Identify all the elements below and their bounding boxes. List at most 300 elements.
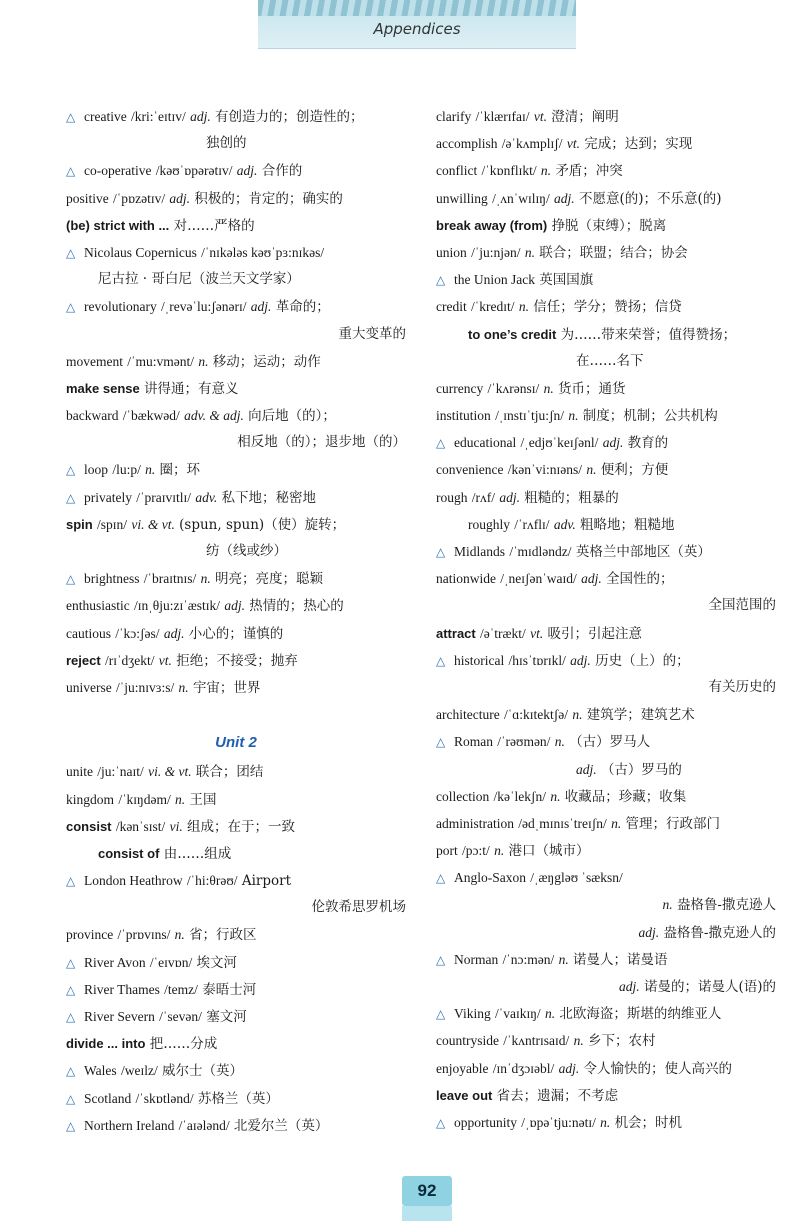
definition: 全国范围的: [708, 597, 776, 614]
headword: rough: [436, 489, 468, 505]
vocab-entry: [436, 647, 776, 674]
definition: 吸引；引起注意: [547, 625, 643, 642]
headword: River Avon: [84, 954, 146, 970]
definition: 纺（线或纱）: [206, 543, 287, 559]
definition: 塞文河: [206, 1009, 247, 1025]
part-of-speech: n.: [554, 734, 565, 750]
phonetic: /rɪˈdʒekt/: [105, 652, 155, 668]
triangle-icon: △: [66, 1118, 76, 1133]
vocab-entry: [66, 674, 406, 701]
definition: 讲得通；有意义: [144, 380, 239, 397]
triangle-icon: △: [66, 955, 76, 970]
definition: 便利；方便: [600, 462, 669, 479]
phonetic: /ˈkɪŋdəm/: [118, 791, 171, 807]
definition: 对……严格的: [173, 217, 255, 234]
phonetic: /ˌneɪʃənˈwaɪd/: [500, 571, 577, 587]
phonetic: /ˈklærɪfaɪ/: [475, 109, 530, 124]
vocab-entry: [436, 293, 776, 320]
vocab-entry: [436, 946, 776, 973]
definition: 明亮；亮度；聪颖: [215, 571, 324, 588]
vocab-entry: [436, 1082, 776, 1109]
definition: Airport: [241, 873, 291, 890]
vocab-entry: [66, 894, 406, 921]
vocab-entry: [436, 484, 776, 511]
vocab-entry: [436, 674, 776, 701]
vocab-entry: [436, 783, 776, 810]
triangle-icon: △: [436, 273, 446, 288]
part-of-speech: adj.: [576, 761, 597, 777]
headword: attract: [436, 625, 476, 641]
definition: 令人愉快的；使人高兴的: [583, 1060, 732, 1077]
triangle-icon: △: [436, 1007, 446, 1022]
definition: 积极的；肯定的；确实的: [194, 190, 343, 207]
definition: 货币；通货: [557, 380, 626, 397]
definition: 尼古拉 · 哥白尼（波兰天文学家）: [98, 271, 300, 288]
headword: divide ... into: [66, 1036, 146, 1052]
definition: 有关历史的: [708, 678, 776, 695]
phonetic: /kəˈlekʃn/: [493, 788, 547, 804]
headword: make sense: [66, 380, 140, 396]
headword: convenience: [436, 462, 504, 478]
vocab-entry: [436, 239, 776, 266]
definition: 为……带来荣誉；值得赞扬；: [560, 326, 737, 343]
page-number-decoration: [402, 1206, 452, 1221]
vocab-entry: [66, 786, 406, 813]
part-of-speech: n.: [145, 462, 156, 478]
phonetic: /ˈkredɪt/: [471, 299, 515, 315]
vocab-entry: [436, 538, 776, 565]
definition: 在……名下: [576, 352, 644, 369]
headword: roughly: [468, 516, 510, 532]
definition: 拒绝；不接受；抛弃: [176, 652, 298, 669]
triangle-icon: △: [436, 653, 446, 668]
vocab-entry: [66, 1085, 406, 1112]
triangle-icon: △: [66, 164, 76, 179]
headword: architecture: [436, 707, 500, 723]
vocab-entry: [66, 1030, 406, 1057]
vocab-entry: [66, 293, 406, 320]
vocab-entry: [66, 867, 406, 894]
right-column: [436, 103, 776, 1136]
headword: educational: [454, 435, 517, 451]
headword: loop: [84, 462, 109, 478]
headword: administration: [436, 815, 514, 831]
vocab-entry: [66, 620, 406, 647]
phonetic: /ˈsevən/: [159, 1009, 202, 1024]
triangle-icon: △: [66, 572, 76, 587]
page-header: [258, 0, 576, 49]
part-of-speech: vt.: [530, 625, 544, 641]
phonetic: /ˈju:nɪvɜ:s/: [116, 679, 175, 695]
part-of-speech: n.: [198, 353, 209, 369]
headword: River Severn: [84, 1009, 155, 1024]
part-of-speech: adj.: [558, 1060, 580, 1076]
triangle-icon: △: [66, 1010, 76, 1024]
vocab-entry: [436, 919, 776, 946]
vocab-entry: [66, 949, 406, 976]
definition: 省去；遗漏；不考虑: [496, 1087, 619, 1104]
part-of-speech: n.: [573, 1033, 584, 1049]
unit-heading: Unit 2: [215, 734, 257, 752]
part-of-speech: adj.: [190, 109, 211, 124]
part-of-speech: adj.: [224, 598, 245, 614]
part-of-speech: adj.: [499, 489, 520, 505]
part-of-speech: n.: [572, 707, 583, 723]
vocab-entry: [66, 321, 406, 348]
vocab-entry: [66, 456, 406, 483]
headword: Norman: [454, 951, 499, 967]
headword: currency: [436, 380, 484, 396]
part-of-speech: n.: [494, 843, 505, 859]
phonetic: /ˌæŋgləʊ ˈsæksn/: [530, 870, 623, 886]
definition: 管理；行政部门: [625, 815, 720, 832]
phonetic: /ˈmu:vmənt/: [127, 353, 195, 369]
vocab-entry: [436, 1055, 776, 1082]
vocab-entry: [436, 592, 776, 619]
section-gap: [66, 701, 406, 728]
triangle-icon: △: [436, 436, 446, 451]
vocab-entry: [436, 1027, 776, 1054]
headword: enthusiastic: [66, 598, 130, 614]
phonetic: /ˌʌnˈwɪlɪŋ/: [492, 190, 550, 206]
triangle-icon: △: [66, 982, 76, 997]
headword: privately: [84, 489, 132, 505]
vocab-entry: [66, 647, 406, 674]
vocab-entry: [66, 375, 406, 402]
definition: 把……分成: [149, 1036, 218, 1053]
part-of-speech: adj.: [619, 979, 640, 994]
headword: movement: [66, 353, 123, 369]
vocab-list-right: [436, 103, 776, 1136]
definition: 信任；学分；赞扬；信贷: [533, 299, 682, 316]
headword: conflict: [436, 163, 478, 179]
phonetic: /pɔ:t/: [462, 843, 490, 859]
definition: （古）罗马人: [569, 734, 651, 751]
phonetic: /ɪnˌθju:zɪˈæstɪk/: [134, 598, 221, 614]
definition: 省；行政区: [189, 927, 257, 944]
part-of-speech: n.: [178, 679, 189, 695]
vocab-entry: [436, 212, 776, 239]
headword: spin: [66, 516, 93, 532]
triangle-icon: △: [66, 110, 76, 124]
headword: opportunity: [454, 1114, 517, 1130]
headword: enjoyable: [436, 1060, 489, 1076]
triangle-icon: △: [436, 1115, 446, 1130]
part-of-speech: n.: [200, 571, 211, 587]
phonetic: /ˈbraɪtnɪs/: [143, 571, 197, 587]
headword: to one’s credit: [468, 326, 557, 342]
definition: 小心的；谨慎的: [188, 625, 284, 642]
vocab-entry: [436, 891, 776, 918]
definition: 伦敦希思罗机场: [311, 899, 406, 916]
vocab-entry: [66, 592, 406, 619]
triangle-icon: △: [66, 874, 76, 889]
definition: 组成；在于；一致: [187, 818, 296, 835]
part-of-speech: adj.: [554, 190, 575, 206]
definition: 建筑学；建筑艺术: [586, 707, 695, 724]
phonetic: /ˈju:njən/: [471, 244, 521, 260]
vocab-entry: [66, 402, 406, 429]
phonetic: /ˈnɪkələs kəʊˈpɜ:nɪkəs/: [201, 244, 325, 260]
phonetic: /ˈbækwəd/: [122, 408, 180, 424]
headword: Roman: [454, 734, 493, 750]
vocab-entry: [436, 565, 776, 592]
phonetic: /ˈrəʊmən/: [497, 734, 551, 750]
definition: 联合；联盟；结合；协会: [539, 244, 688, 261]
phonetic: /ˈkʌrənsɪ/: [487, 380, 540, 396]
headword: accomplish: [436, 136, 498, 152]
vocab-entry: [436, 185, 776, 212]
phonetic: /lu:p/: [112, 462, 141, 478]
headword: clarify: [436, 109, 472, 124]
part-of-speech: adj.: [163, 625, 185, 641]
headword: unwilling: [436, 190, 488, 206]
vocab-entry: [66, 565, 406, 592]
headword: kingdom: [66, 791, 115, 807]
headword: Viking: [454, 1006, 491, 1022]
headword: universe: [66, 679, 112, 695]
part-of-speech: adj.: [169, 190, 191, 206]
vocab-entry: [436, 348, 776, 375]
part-of-speech: adv. & adj.: [184, 408, 244, 424]
part-of-speech: vi. & vt.: [131, 516, 175, 532]
vocab-entry: [66, 840, 406, 867]
headword: Northern Ireland: [84, 1117, 175, 1133]
phonetic: /ˌedjʊˈkeɪʃənl/: [520, 435, 599, 451]
phonetic: /ˌɪnstɪˈtju:ʃn/: [495, 408, 565, 424]
definition: 全国性的；: [606, 571, 674, 588]
headword: union: [436, 244, 467, 260]
headword: (be) strict with ...: [66, 217, 170, 233]
triangle-icon: △: [436, 545, 446, 559]
part-of-speech: n.: [611, 815, 622, 831]
vocab-entry: [66, 185, 406, 212]
triangle-icon: △: [436, 952, 446, 967]
definition: 埃文河: [196, 954, 238, 971]
definition: 北爱尔兰（英）: [233, 1117, 329, 1134]
phonetic: /ju:ˈnaɪt/: [97, 764, 144, 780]
headword: leave out: [436, 1087, 493, 1103]
part-of-speech: adj.: [602, 435, 624, 451]
part-of-speech: n.: [568, 408, 579, 424]
definition: 教育的: [627, 435, 669, 452]
vocab-entry: [66, 511, 406, 538]
left-column: [66, 103, 406, 1139]
headword: break away (from): [436, 217, 548, 233]
headword: historical: [454, 652, 505, 668]
vocab-entry: [436, 1000, 776, 1027]
vocab-entry: [436, 130, 776, 157]
definition: 联合；团结: [195, 764, 264, 781]
definition: 独创的: [206, 135, 247, 152]
header-decoration: [258, 0, 576, 16]
definition: 粗糙的；粗暴的: [524, 489, 619, 506]
vocab-entry: [436, 402, 776, 429]
part-of-speech: n.: [543, 380, 554, 396]
triangle-icon: △: [66, 245, 76, 260]
definition: 诺曼人；诺曼语: [573, 951, 668, 968]
phonetic: /ˈrʌflɪ/: [514, 516, 550, 532]
headword: Wales: [84, 1063, 117, 1079]
triangle-icon: △: [436, 735, 446, 750]
part-of-speech: n.: [550, 788, 561, 804]
definition: 诺曼的；诺曼人(语)的: [643, 979, 776, 995]
definition: 盎格鲁-撒克逊人: [676, 897, 776, 914]
vocab-entry: [436, 1109, 776, 1136]
vocab-entry: [66, 130, 406, 157]
triangle-icon: △: [66, 1091, 76, 1106]
vocab-entry: [66, 921, 406, 948]
vocab-entry: [66, 239, 406, 266]
phonetic: /ˈprɒvɪns/: [117, 927, 171, 943]
headword: Nicolaus Copernicus: [84, 244, 197, 260]
definition: 不愿意(的)；不乐意(的): [578, 190, 722, 207]
phonetic: /ˈpraɪvɪtlɪ/: [136, 489, 192, 505]
part-of-speech: n.: [174, 927, 185, 943]
part-of-speech: adv.: [553, 516, 576, 532]
headword: nationwide: [436, 571, 496, 587]
definition: 热情的；热心的: [249, 598, 344, 615]
headword: River Thames: [84, 981, 160, 997]
headword: co-operative: [84, 163, 152, 179]
phonetic: /kəʊˈɒpərətɪv/: [155, 163, 233, 179]
phonetic: /ədˌmɪnɪsˈtreɪʃn/: [518, 815, 607, 831]
phonetic: /ˈvaɪkɪŋ/: [495, 1006, 541, 1022]
phonetic: /kri:ˈeɪtɪv/: [131, 109, 186, 124]
part-of-speech: adj.: [250, 299, 272, 315]
part-of-speech: adj.: [638, 924, 660, 940]
phonetic: /ˈkʌntrɪsaɪd/: [503, 1033, 570, 1049]
phonetic: /ˈmɪdləndz/: [509, 544, 572, 559]
part-of-speech: adj.: [570, 652, 591, 668]
headword: revolutionary: [84, 299, 157, 315]
vocab-entry: [66, 1003, 406, 1030]
definition: 移动；运动；动作: [212, 353, 321, 370]
vocab-entry: [436, 620, 776, 647]
headword: positive: [66, 190, 109, 206]
vocab-entry: [436, 756, 776, 783]
headword: institution: [436, 408, 491, 424]
vocab-entry: [436, 266, 776, 293]
vocab-entry: [436, 701, 776, 728]
definition: 苏格兰（英）: [197, 1090, 279, 1107]
phonetic: /rʌf/: [471, 489, 496, 505]
vocab-entry: [436, 375, 776, 402]
headword: Anglo-Saxon: [454, 870, 526, 886]
page-title: Appendices: [373, 20, 461, 38]
phonetic: /spɪn/: [97, 516, 128, 532]
phonetic: /ˈpɒzətɪv/: [113, 190, 166, 206]
vocab-entry: [66, 348, 406, 375]
phonetic: /hɪsˈtɒrɪkl/: [508, 652, 566, 668]
definition: 乡下；农村: [588, 1033, 656, 1050]
phonetic: /ˈkɒnflɪkt/: [481, 163, 537, 179]
phonetic: /weɪlz/: [120, 1063, 158, 1079]
definition: 英国国旗: [539, 272, 594, 289]
triangle-icon: △: [66, 300, 76, 315]
definition: 重大变革的: [338, 325, 406, 342]
vocab-entry: [66, 1057, 406, 1084]
definition: 北欧海盗；斯堪的纳维亚人: [559, 1006, 722, 1023]
definition: 革命的；: [275, 299, 330, 316]
definition: 矛盾；冲突: [555, 163, 623, 180]
vocab-entry: [436, 456, 776, 483]
headword: London Heathrow: [84, 873, 183, 889]
vocab-entry: [436, 837, 776, 864]
vocab-entry: [436, 810, 776, 837]
definition: 圈；环: [159, 462, 201, 479]
definition: 威尔士（英）: [162, 1063, 243, 1080]
phonetic: /ɪnˈdʒɔɪəbl/: [492, 1060, 555, 1076]
definition: 向后地（的）；: [248, 408, 336, 425]
part-of-speech: n.: [518, 299, 529, 315]
vocab-entry: [436, 728, 776, 755]
vocab-entry: [66, 1112, 406, 1139]
phonetic: /kənˈsɪst/: [115, 818, 166, 834]
headword: port: [436, 843, 458, 859]
definition: 宇宙；世界: [192, 679, 261, 696]
part-of-speech: vt.: [533, 109, 547, 124]
vocab-entry: [66, 103, 406, 130]
headword: brightness: [84, 571, 140, 587]
phonetic: /ˈskɒtlənd/: [135, 1090, 194, 1106]
definition: 粗略地；粗糙地: [580, 516, 675, 533]
phonetic: /əˈtrækt/: [480, 625, 526, 641]
vocab-entry: [66, 157, 406, 184]
triangle-icon: △: [66, 1064, 76, 1079]
definition: 机会；时机: [614, 1114, 683, 1131]
part-of-speech: n.: [600, 1114, 611, 1130]
headword: reject: [66, 652, 101, 668]
headword: backward: [66, 408, 119, 424]
vocab-entry: [436, 973, 776, 1000]
headword: unite: [66, 764, 93, 780]
headword: Midlands: [454, 544, 506, 559]
vocab-entry: [436, 429, 776, 456]
headword: collection: [436, 788, 490, 804]
phonetic: /ˈeɪvɒn/: [149, 954, 193, 970]
vocab-entry: [66, 212, 406, 239]
phonetic: /ˌrevəˈlu:ʃənərɪ/: [161, 299, 247, 315]
definition: 泰晤士河: [202, 981, 257, 998]
vocab-entry: [66, 538, 406, 565]
definition: 收藏品；珍藏；收集: [564, 788, 687, 805]
part-of-speech: n.: [540, 163, 552, 179]
vocab-list-unit2: [66, 758, 406, 1139]
page-number: 92: [402, 1176, 452, 1206]
definition: 完成；达到；实现: [584, 136, 693, 153]
part-of-speech: n.: [524, 244, 535, 260]
vocab-entry: [436, 321, 776, 348]
phonetic: /ˈaɪələnd/: [178, 1117, 230, 1133]
vocab-entry: [66, 266, 406, 293]
phonetic: /ˈkɔ:ʃəs/: [115, 625, 160, 641]
vocab-entry: [66, 813, 406, 840]
vocab-entry: [66, 758, 406, 785]
part-of-speech: n.: [662, 897, 673, 913]
headword: consist: [66, 818, 112, 834]
definition: 盎格鲁-撒克逊人的: [663, 924, 776, 941]
vocab-list-left: [66, 103, 406, 701]
definition: 合作的: [261, 163, 303, 180]
vocab-entry: [66, 484, 406, 511]
definition: （古）罗马的: [600, 761, 682, 778]
definition: 私下地；秘密地: [221, 489, 316, 506]
vocab-entry: [66, 429, 406, 456]
definition: 由……组成: [163, 845, 232, 862]
phonetic: /əˈkʌmplɪʃ/: [501, 136, 563, 152]
vocab-entry: [66, 976, 406, 1003]
